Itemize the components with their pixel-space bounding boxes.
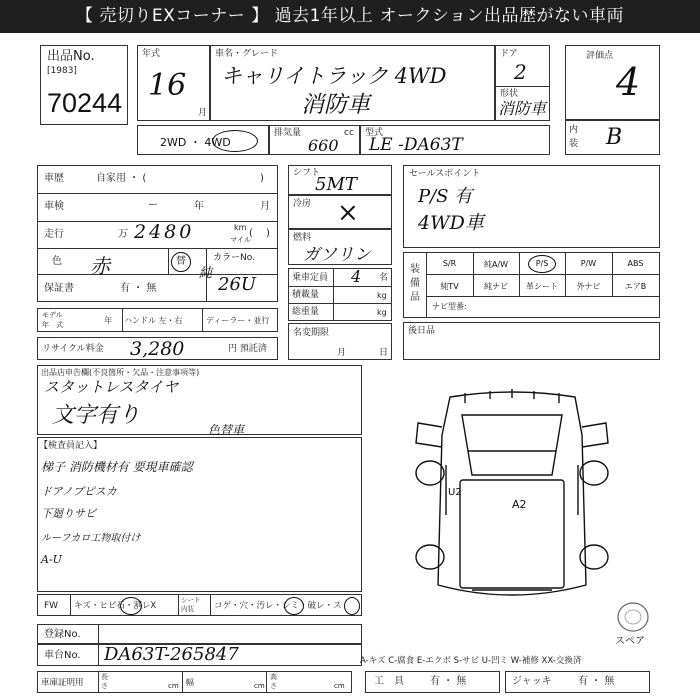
- equipment-table: [403, 252, 660, 318]
- history-label: 車歴: [44, 173, 64, 184]
- mileage-unit2: マイル: [230, 236, 251, 244]
- load-label: 積載量: [292, 290, 320, 300]
- model-line1: キャリイトラック 4WD: [221, 64, 447, 88]
- inspector-line-2: ドアノブピスカ: [41, 485, 117, 498]
- cert-height: 高さ: [270, 673, 277, 690]
- declaration-note: 色替車: [208, 423, 245, 437]
- diagram-mark-a2: A2: [512, 498, 527, 511]
- score-value: 4: [616, 60, 641, 104]
- reg-change-month: 月: [337, 348, 347, 358]
- history-value: 自家用 ・ (: [96, 173, 147, 184]
- vehicle-info-table: [37, 165, 278, 302]
- inspector-line-5: A-U: [41, 553, 62, 566]
- year-month-unit: 月: [198, 108, 208, 118]
- recycle-unit: 円 預託済: [228, 344, 267, 354]
- mileage-value: 2480: [134, 221, 195, 243]
- capacity-value: 4: [351, 267, 362, 286]
- car-diagram: [410, 385, 615, 615]
- jack-label: ジャッキ: [512, 676, 552, 687]
- shift-box: [288, 165, 392, 195]
- equip-ps-circle: [528, 255, 556, 273]
- fw-seat-text: コゲ・穴・汚レ・シミ・破レ・ス: [214, 601, 342, 611]
- inspector-line-4: ルーフカロ工物取付け: [41, 533, 141, 544]
- type-box: [360, 125, 550, 155]
- chassis-value: DA63T-265847: [104, 644, 239, 665]
- equip-abs: ABS: [627, 259, 644, 268]
- after-box: [403, 322, 660, 360]
- jack-row: [505, 671, 650, 693]
- ac-value: ×: [337, 198, 359, 228]
- model-year-label1: モデル: [42, 311, 63, 319]
- cert-length: 長さ: [101, 673, 108, 690]
- year-label: 年式: [142, 49, 161, 59]
- model-label: 車名・グレード: [215, 49, 279, 59]
- equip-leather: 革シート: [526, 282, 558, 291]
- color-code-note: 純: [199, 266, 213, 281]
- lot-number: 70244: [47, 88, 123, 118]
- capacity-label: 乗車定員: [292, 273, 329, 283]
- equip-ext-navi: 外ナビ: [576, 282, 601, 291]
- equip-tv: 純TV: [440, 282, 459, 291]
- fuel-value: ガソリン: [303, 245, 371, 265]
- model-year-year: 年: [104, 316, 112, 325]
- warranty-label: 保証書: [44, 283, 74, 294]
- model-year-label2: 年 式: [42, 321, 63, 329]
- sales-point-label: セールスポイント: [409, 169, 481, 179]
- cert-l-unit: cm: [168, 682, 179, 690]
- cert-row: [37, 671, 352, 693]
- declaration-line2: 文字有り: [52, 403, 141, 428]
- cert-width: 幅: [186, 678, 194, 687]
- fw-seat-circle-2: [344, 597, 360, 615]
- declaration-box: [37, 365, 362, 435]
- cert-label: 車庫証明用: [41, 678, 84, 688]
- fw-text: キズ・ヒビ石・割レX: [74, 601, 157, 611]
- type-value: LE -DA63T: [369, 135, 463, 155]
- model-line2: 消防車: [301, 92, 370, 118]
- equip-airbag: エアB: [624, 282, 647, 291]
- inspection-dash: ー: [148, 200, 158, 211]
- damage-legend: A-キズ C-腐食 E-エクボ S-サビ U-凹ミ W-補修 XX-交換済: [360, 656, 582, 666]
- interior-box: [565, 120, 660, 155]
- displacement-box: [269, 125, 360, 155]
- inspector-line-1: 梯子 消防機材有 要現車確認: [41, 460, 193, 474]
- lot-box: [40, 45, 128, 125]
- year-box: [137, 45, 210, 121]
- capacity-table: [288, 268, 392, 321]
- spare-tire-icon: [615, 600, 651, 634]
- declaration-label: 出品店申告欄(不良箇所・欠品・注意事項等): [41, 368, 200, 377]
- inspection-label: 車検: [44, 201, 64, 212]
- lot-sub: [1983]: [47, 66, 77, 76]
- fw-circle: [120, 597, 142, 615]
- mileage-label: 走行: [44, 229, 64, 240]
- interior-label1: 内: [569, 125, 579, 135]
- fuel-box: [288, 229, 392, 265]
- recycle-value: 3,280: [130, 338, 185, 360]
- equip-ps: P/S: [535, 259, 549, 268]
- mileage-man: 万: [118, 229, 128, 240]
- registration-row: [37, 624, 362, 644]
- ac-label: 冷房: [293, 199, 312, 209]
- equipment-label: 装備品: [410, 264, 420, 303]
- recycle-row: [37, 337, 278, 360]
- color-code-label: カラーNo.: [213, 253, 255, 263]
- mileage-paren: (: [249, 228, 253, 239]
- year-value: 16: [148, 68, 187, 103]
- equip-aw: 純A/W: [483, 260, 509, 269]
- reg-change-label: 名変期限: [293, 328, 330, 338]
- fuel-label: 燃料: [293, 233, 312, 243]
- capacity-unit: 名: [379, 273, 389, 283]
- model-box: [210, 45, 495, 121]
- drive-selected-circle: [212, 130, 258, 152]
- banner: 【 売切りEXコーナー 】 過去1年以上 オークション出品歴がない車両: [0, 0, 700, 33]
- shift-label: シフト: [293, 168, 321, 178]
- tools-value: 有 ・ 無: [430, 676, 467, 687]
- model-year-handle: ハンドル 左・右: [124, 316, 183, 325]
- equip-sr: S/R: [442, 259, 457, 268]
- history-close: ): [260, 173, 264, 184]
- inspection-month: 月: [260, 201, 270, 212]
- gross-label: 総重量: [292, 307, 320, 317]
- doors-value: 2: [514, 60, 527, 84]
- shape-label: 形状: [500, 89, 519, 99]
- model-year-row: [37, 308, 278, 332]
- displacement-label: 排気量: [274, 128, 302, 138]
- lot-label: 出品No.: [47, 49, 95, 64]
- equip-nav-model: ナビ型番:: [432, 302, 467, 311]
- inspection-year: 年: [194, 201, 204, 212]
- load-unit: kg: [377, 291, 387, 300]
- fw-seat: シート 内装: [181, 596, 201, 613]
- tools-label: 工 具: [374, 676, 404, 687]
- mileage-paren-close: ): [266, 228, 270, 239]
- cert-h-unit: cm: [334, 682, 345, 690]
- color-code-value: 26U: [218, 274, 257, 295]
- chassis-row: [37, 644, 362, 666]
- mileage-unit1: km: [234, 223, 247, 232]
- drive-box: [137, 125, 269, 155]
- displacement-value: 660: [308, 136, 339, 155]
- diagram-mark-u2: U2: [448, 487, 462, 498]
- fw-label: FW: [44, 601, 59, 611]
- gross-unit: kg: [377, 308, 387, 317]
- equip-pw: P/W: [580, 259, 597, 268]
- color-change-stamp: 替: [171, 252, 191, 272]
- shift-value: 5MT: [315, 174, 357, 195]
- doors-label: ドア: [500, 49, 518, 59]
- fw-row: [37, 594, 362, 616]
- color-value: 赤: [90, 254, 110, 278]
- drive-options: 2WD ・ 4WD: [160, 136, 231, 149]
- displacement-unit: cc: [344, 128, 354, 138]
- spare-label: スペア: [615, 636, 645, 647]
- declaration-line1: スタットレスタイヤ: [44, 378, 179, 396]
- equip-navi: 純ナビ: [484, 282, 508, 291]
- model-year-dealer: ディーラー・並行: [206, 316, 270, 325]
- color-label: 色: [52, 256, 62, 267]
- jack-value: 有 ・ 無: [578, 676, 615, 687]
- registration-label: 登録No.: [44, 629, 81, 640]
- ac-box: [288, 195, 392, 229]
- inspector-line-3: 下廻りサビ: [41, 507, 96, 520]
- reg-change-box: [288, 323, 392, 360]
- interior-value: B: [606, 125, 623, 150]
- score-box: [565, 45, 660, 120]
- inspector-label: 【検査員記入】: [39, 441, 103, 451]
- reg-change-day: 日: [379, 348, 389, 358]
- sales-point-line2: 4WD車: [418, 212, 484, 234]
- shape-value: 消防車: [498, 99, 547, 118]
- interior-label2: 装: [569, 139, 579, 149]
- doors-box: [495, 45, 550, 121]
- inspector-box: [37, 437, 362, 592]
- after-label: 後日品: [408, 326, 436, 336]
- tools-row: [365, 671, 500, 693]
- type-label: 型式: [365, 128, 384, 138]
- sales-point-box: [403, 165, 660, 248]
- warranty-value: 有 ・ 無: [120, 283, 157, 294]
- sales-point-line1: P/S 有: [418, 186, 473, 207]
- fw-seat-circle-1: [284, 597, 304, 615]
- recycle-label: リサイクル料金: [42, 344, 104, 354]
- chassis-label: 車台No.: [44, 650, 81, 661]
- score-label: 評価点: [586, 51, 614, 61]
- cert-w-unit: cm: [254, 682, 265, 690]
